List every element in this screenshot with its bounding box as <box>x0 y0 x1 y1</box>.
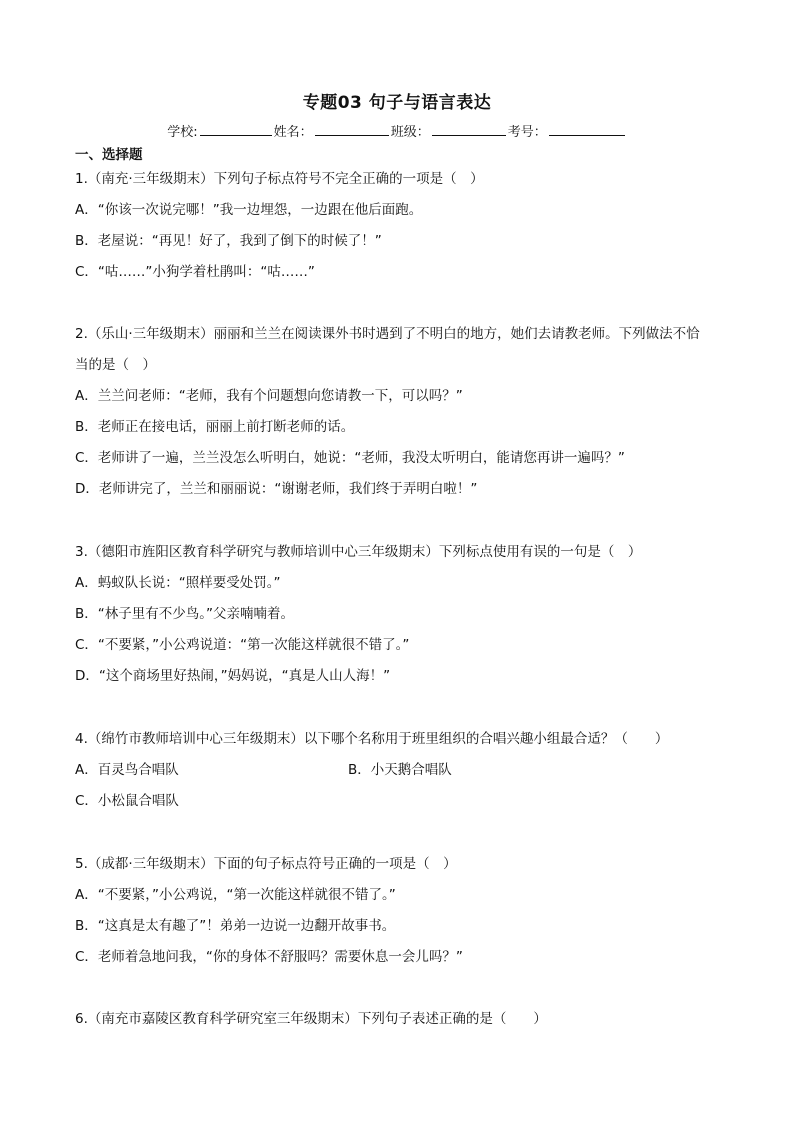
option-a[interactable]: A．兰兰问老师：“老师，我有个问题想向您请教一下，可以吗？” <box>75 388 463 404</box>
option-c[interactable]: C．小松鼠合唱队 <box>75 793 179 809</box>
exam-number-blank[interactable] <box>549 123 625 136</box>
option-c[interactable]: C．老师着急地问我，“你的身体不舒服吗？需要休息一会儿吗？” <box>75 949 463 965</box>
option-c[interactable]: C．老师讲了一遍，兰兰没怎么听明白，她说：“老师，我没太听明白，能请您再讲一遍吗？” <box>75 450 625 466</box>
student-info-row <box>0 121 794 140</box>
class-label: 班级： <box>390 125 430 140</box>
question-stem: 6.（南充市嘉陵区教育科学研究室三年级期末）下列句子表述正确的是（ ） <box>75 1011 547 1027</box>
option-a[interactable]: A．百灵鸟合唱队 <box>75 762 179 778</box>
option-b[interactable]: B．“林子里有不少鸟。”父亲喃喃着。 <box>75 606 294 622</box>
name-label: 姓名： <box>273 125 313 140</box>
question-stem-line2: 当的是（ ） <box>75 357 156 373</box>
question-stem: 5.（成都·三年级期末）下面的句子标点符号正确的一项是（ ） <box>75 856 457 872</box>
option-a[interactable]: A．蚂蚁队长说：“照样要受处罚。” <box>75 575 281 591</box>
question-3 <box>75 537 725 692</box>
question-1 <box>75 164 725 288</box>
question-5 <box>75 849 725 973</box>
school-label: 学校: <box>167 125 198 140</box>
option-a[interactable]: A．“你该一次说完哪！”我一边埋怨，一边跟在他后面跑。 <box>75 202 423 218</box>
options-row <box>75 755 725 786</box>
question-4 <box>75 724 725 817</box>
section-heading: 一、选择题 <box>75 147 143 163</box>
option-b[interactable]: B．老屋说：“再见！好了，我到了倒下的时候了！” <box>75 233 382 249</box>
option-b[interactable]: B．“这真是太有趣了”！弟弟一边说一边翻开故事书。 <box>75 918 396 934</box>
question-stem: 1.（南充·三年级期末）下列句子标点符号不完全正确的一项是（ ） <box>75 171 484 187</box>
question-2 <box>75 319 725 505</box>
name-blank[interactable] <box>315 123 389 136</box>
option-c[interactable]: C．“不要紧，”小公鸡说道：“第一次能这样就很不错了。” <box>75 637 410 653</box>
exam-number-label: 考号： <box>507 125 547 140</box>
school-blank[interactable] <box>200 123 272 136</box>
question-stem: 3.（德阳市旌阳区教育科学研究与教师培训中心三年级期末）下列标点使用有误的一句是（ ） <box>75 544 642 560</box>
option-a[interactable]: A．“不要紧，”小公鸡说，“第一次能这样就很不错了。” <box>75 887 396 903</box>
page-title: 专题03 句子与语言表达 <box>302 93 492 113</box>
question-stem-line1: 2.（乐山·三年级期末）丽丽和兰兰在阅读课外书时遇到了不明白的地方，她们去请教老师。下列做法不恰 <box>75 326 700 342</box>
option-d[interactable]: D．“这个商场里好热闹，”妈妈说，“真是人山人海！” <box>75 668 391 684</box>
option-b[interactable]: B．老师正在接电话，丽丽上前打断老师的话。 <box>75 419 355 435</box>
option-c[interactable]: C．“咕……”小狗学着杜鹃叫：“咕……” <box>75 264 315 280</box>
option-b[interactable]: B．小天鹅合唱队 <box>348 762 452 778</box>
question-stem: 4.（绵竹市教师培训中心三年级期末）以下哪个名称用于班里组织的合唱兴趣小组最合适？（ ） <box>75 731 669 747</box>
question-6 <box>75 1004 725 1035</box>
option-d[interactable]: D．老师讲完了，兰兰和丽丽说：“谢谢老师，我们终于弄明白啦！” <box>75 481 478 497</box>
class-blank[interactable] <box>432 123 506 136</box>
